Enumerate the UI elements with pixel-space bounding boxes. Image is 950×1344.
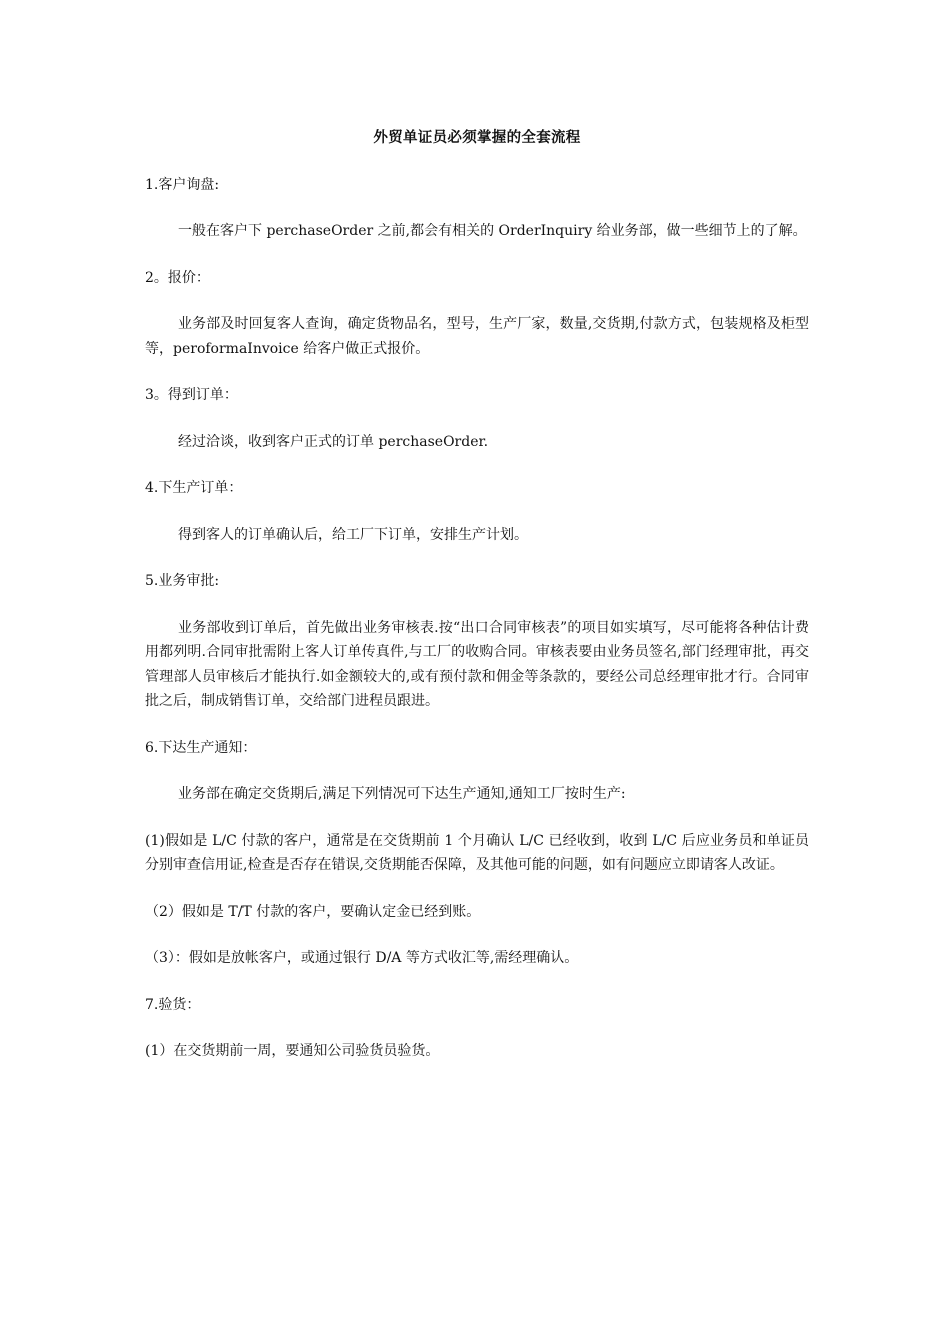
section-7-item-1: (1）在交货期前一周，要通知公司验货员验货。	[145, 1043, 440, 1059]
section-6-item-2: （2）假如是 T/T 付款的客户，要确认定金已经到账。	[145, 903, 481, 920]
section-5-paragraph: 业务部收到订单后，首先做出业务审核表.按“出口合同审核表”的项目如实填写，尽可能将各种估计费用都列明.合同审批需附上客人订单传真件,与工厂的收购合同。审核表要由业务员签名,部门经理审批，再交管理部人员审核后才能执行.如金额较大的,或有预付款和佣金等条款的，要经公司总经理审批才行。合同审批之后，制成销售订单，交给部门进程员跟进。	[145, 619, 809, 709]
section-heading-7: 7.验货：	[145, 996, 201, 1013]
section-heading-4: 4.下生产订单：	[145, 480, 243, 496]
section-6-paragraph: 业务部在确定交货期后,满足下列情况可下达生产通知,通知工厂按时生产:	[178, 786, 626, 802]
section-2-paragraph: 业务部及时回复客人查询，确定货物品名，型号，生产厂家，数量,交货期,付款方式，包装规格及柜型等，peroformaInvoice 给客户做正式报价。	[145, 316, 809, 357]
section-heading-6: 6.下达生产通知：	[145, 739, 257, 756]
document-title: 外贸单证员必须掌握的全套流程	[373, 129, 581, 146]
document-page	[145, 126, 809, 1086]
section-heading-5: 5.业务审批:	[145, 573, 220, 589]
section-6-item-3: （3）：假如是放帐客户，或通过银行 D/A 等方式收汇等,需经理确认。	[145, 950, 579, 966]
section-heading-1: 1.客户询盘:	[145, 176, 220, 193]
section-heading-3: 3。得到订单：	[145, 387, 238, 403]
section-heading-2: 2。报价：	[145, 269, 210, 286]
section-3-paragraph: 经过洽谈，收到客户正式的订单 perchaseOrder.	[178, 433, 489, 450]
section-1-paragraph: 一般在客户下 perchaseOrder 之前,都会有相关的 OrderInquiry 给业务部，做一些细节上的了解。	[178, 223, 807, 239]
section-4-paragraph: 得到客人的订单确认后，给工厂下订单，安排生产计划。	[178, 526, 528, 543]
section-6-item-1: (1)假如是 L/C 付款的客户，通常是在交货期前 1 个月确认 L/C 已经收到，收到 L/C 后应业务员和单证员分别审查信用证,检查是否存在错误,交货期能否保障，及其他可能的问题，如有问题应立即请客人改证。	[145, 832, 809, 873]
